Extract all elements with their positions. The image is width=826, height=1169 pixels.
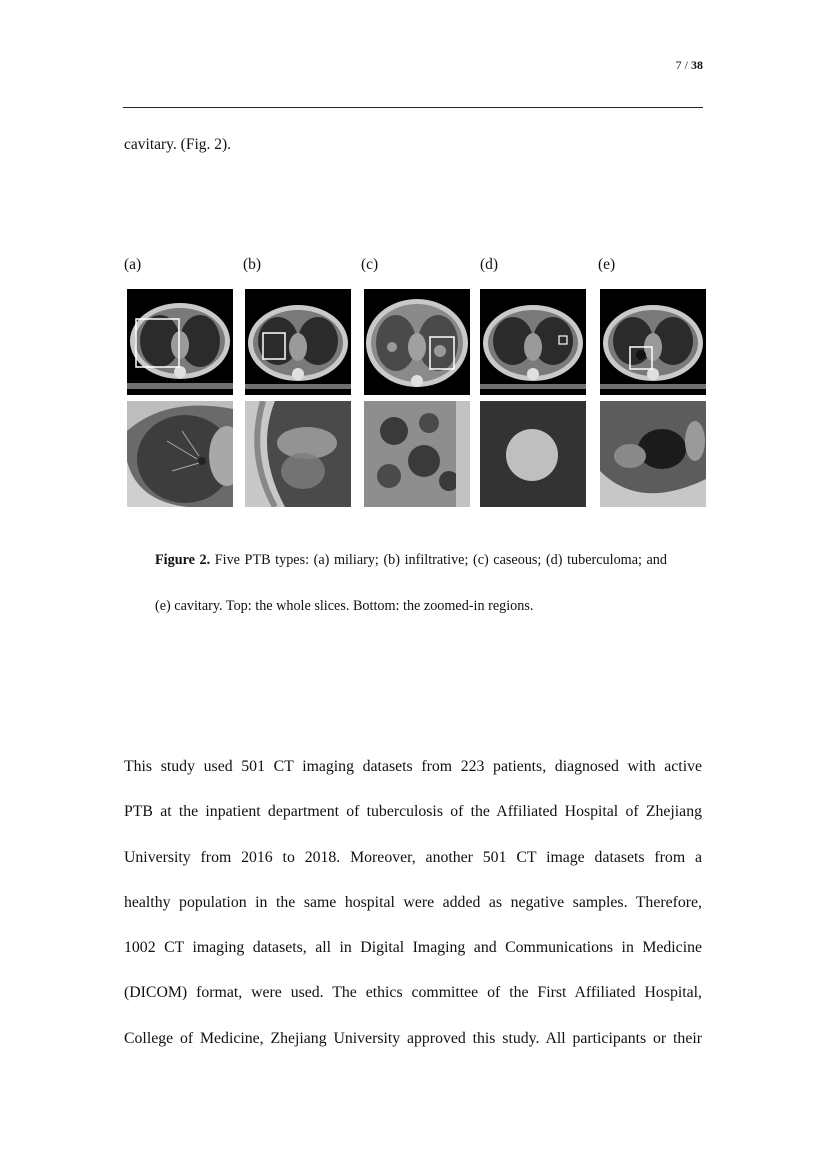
ct-slice-b-whole: [245, 289, 351, 395]
ct-slice-c-whole: [364, 289, 470, 395]
panel-label-c: (c): [361, 256, 379, 273]
ct-slice-a-whole: [127, 289, 233, 395]
ct-zoom-a: [127, 401, 233, 507]
panel-label-d: (d): [480, 256, 499, 273]
body-line: (DICOM) format, were used. The ethics committee of the First Affiliated Hospital,: [124, 984, 702, 1002]
body-line: University from 2016 to 2018. Moreover, another 501 CT image datasets from a: [124, 848, 702, 866]
caption-label: Figure 2.: [155, 552, 211, 568]
body-line: healthy population in the same hospital were added as negative samples. Therefore,: [124, 893, 702, 911]
figure-caption: [155, 538, 667, 629]
ct-zoom-c: [364, 401, 470, 507]
body-paragraph: [124, 744, 702, 1061]
ct-zoom-d: [480, 401, 586, 507]
body-line: PTB at the inpatient department of tuberculosis of the Affiliated Hospital of Zhejiang: [124, 803, 702, 821]
panel-label-e: (e): [598, 256, 616, 273]
body-line: College of Medicine, Zhejiang University approved this study. All participants or their: [124, 1029, 702, 1047]
caption-text: Five PTB types: (a) miliary; (b) infiltrative; (c) caseous; (d) tuberculoma; and (e) cavitary. Top: the whole slices. Bottom: the zoomed-in regions.: [155, 552, 667, 614]
panel-label-a: (a): [124, 256, 142, 273]
body-line: This study used 501 CT imaging datasets from 223 patients, diagnosed with active: [124, 758, 702, 775]
ct-zoom-e: [600, 401, 706, 507]
page-separator: /: [681, 58, 691, 72]
ct-slice-e-whole: [600, 289, 706, 395]
page-total: 38: [691, 58, 703, 72]
header-rule: [123, 107, 703, 108]
panel-label-b: (b): [243, 256, 262, 273]
page-current: 7: [675, 58, 682, 72]
page-number: [600, 58, 703, 73]
ct-zoom-b: [245, 401, 351, 507]
body-line: 1002 CT imaging datasets, all in Digital Imaging and Communications in Medicine: [124, 939, 702, 957]
lead-text: cavitary. (Fig. 2).: [124, 136, 232, 153]
ct-slice-d-whole: [480, 289, 586, 395]
